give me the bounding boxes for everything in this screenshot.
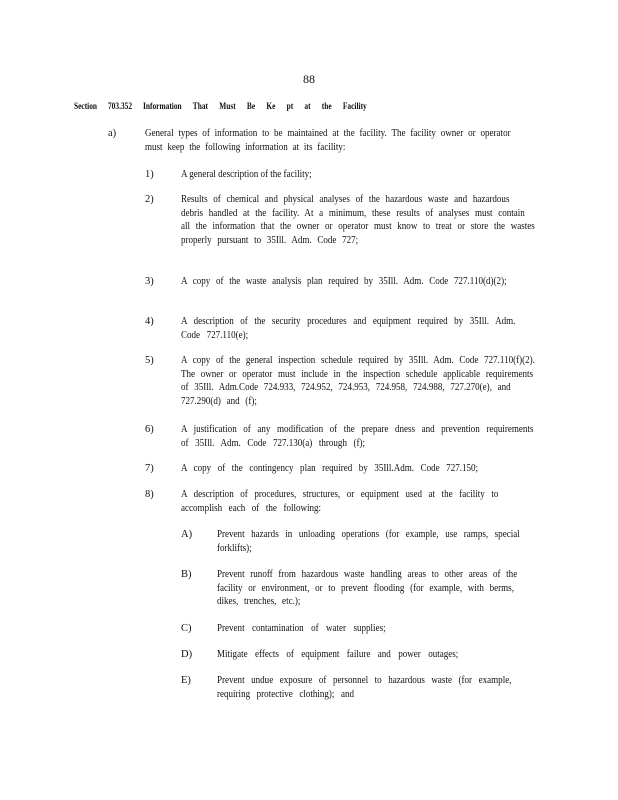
item-7-marker: 7) (145, 463, 154, 474)
item-7-text: A copy of the contingency plan required by 35Ill.Adm. Code 727.150; (181, 463, 479, 474)
subitem-d-text: Mitigate effects of equipment failure and power outages; (217, 649, 459, 660)
item-4-marker: 4) (145, 316, 154, 327)
item-4-text: A description of the security procedures and equipment required by 35Ill. Adm. Code 727.110(e); (181, 316, 516, 341)
item-1-marker: 1) (145, 169, 154, 180)
subitem-c-text: Prevent contamination of water supplies; (217, 623, 386, 634)
item-6-text: A justification of any modification of the prepare dness and prevention requirements of 35Ill. Adm. Code 727.130(a) through (f); (181, 424, 534, 449)
section-number: 703.352 (107, 102, 133, 112)
item-8-text: A description of procedures, structures, or equipment used at the facility to accomplish each of the following: (181, 489, 499, 514)
item-2-marker: 2) (145, 194, 154, 205)
item-5-text: A copy of the general inspection schedule required by 35Ill. Adm. Code 727.110(f)(2). The owner or operator must include in the inspection schedule applicable requirements of 35Ill. Adm.Code 724.933, 724.952, 724.953, 724.958, 724.988, 727.270(e), and 727.290(d) and (f); (181, 355, 535, 407)
subitem-c-marker: C) (181, 623, 192, 634)
item-1-text: A general description of the facility; (181, 169, 312, 180)
subitem-a-text: Prevent hazards in unloading operations (for example, use ramps, special forklifts); (217, 529, 520, 554)
item-3-marker: 3) (145, 276, 154, 287)
item-5-marker: 5) (145, 355, 154, 366)
subitem-d-marker: D) (181, 649, 193, 660)
subitem-a-marker: A) (181, 529, 193, 540)
subitem-e-text: Prevent undue exposure of personnel to hazardous waste (for example, requiring protective clothing); and (217, 675, 512, 700)
section-heading (74, 102, 480, 112)
section-title: Information That Must Be Ke pt at the Facility (142, 102, 367, 112)
item-8-marker: 8) (145, 489, 154, 500)
item-6-marker: 6) (145, 424, 154, 435)
subitem-b-text: Prevent runoff from hazardous waste handling areas to other areas of the facility or environment, or to prevent flooding (for example, with berms, dikes, trenches, etc.); (217, 569, 518, 607)
paragraph-a-text: General types of information to be maintained at the facility. The facility owner or operator must keep the following information at its facility: (145, 128, 511, 153)
item-3-text: A copy of the waste analysis plan required by 35Ill. Adm. Code 727.110(d)(2); (181, 276, 507, 287)
subitem-b-marker: B) (181, 569, 192, 580)
paragraph-a-marker: a) (108, 128, 117, 139)
subitem-e-marker: E) (181, 675, 191, 686)
item-2-text: Results of chemical and physical analyses of the hazardous waste and hazardous debris handled at the facility. At a minimum, these results of analyses must contain all the information that the owner or operator must know to treat or store the wastes properly pursuant to 35Ill. Adm. Code 727; (181, 194, 535, 246)
section-word: Section (74, 102, 98, 112)
page-number: 88 (303, 72, 315, 86)
